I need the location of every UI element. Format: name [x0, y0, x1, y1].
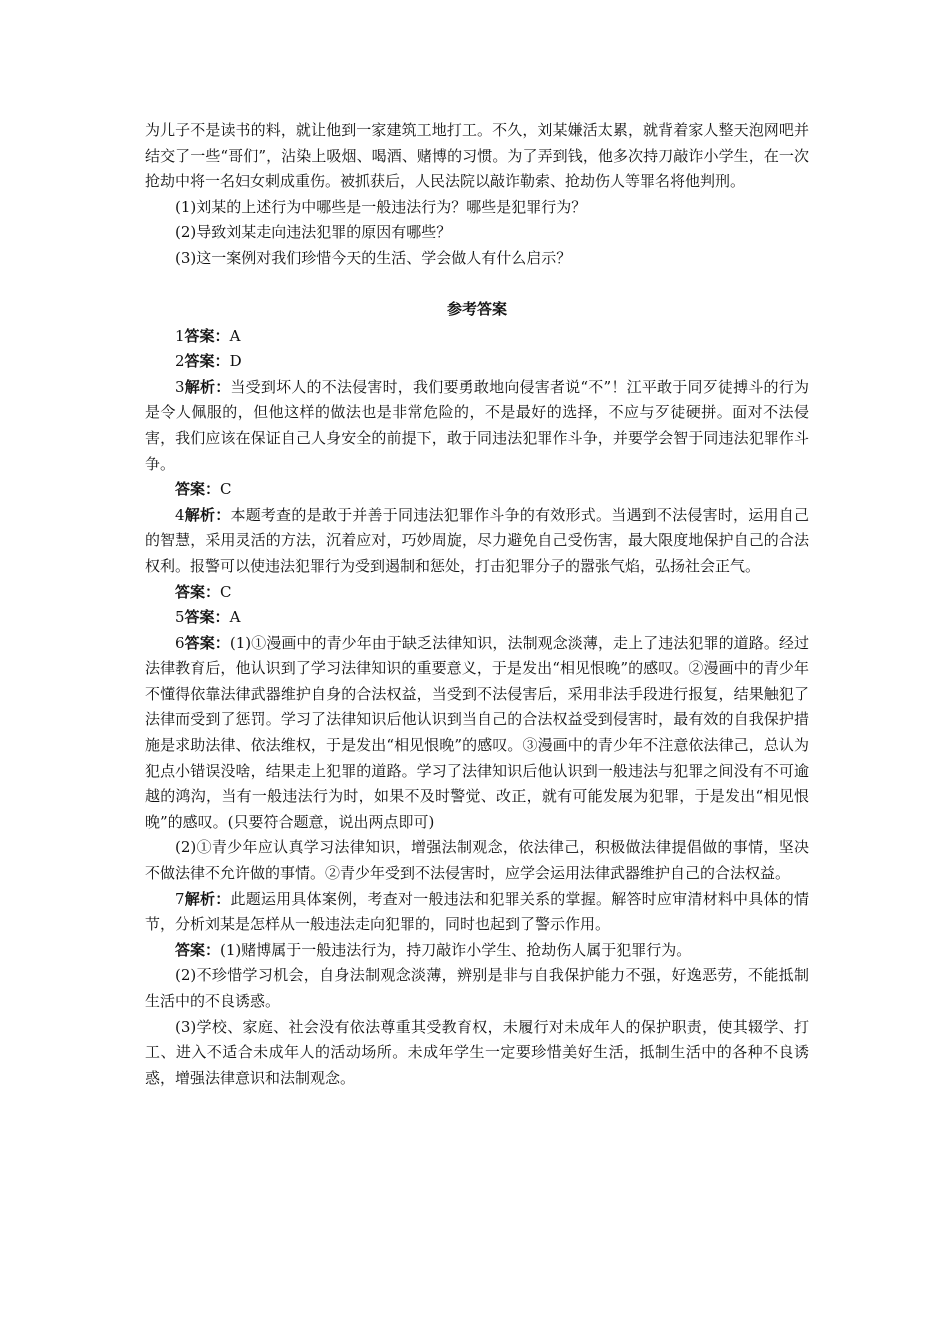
answer-number: 3: [175, 377, 185, 396]
answer-label: 答案：: [175, 582, 221, 601]
answer-1: [145, 324, 809, 350]
answer-text: A: [229, 608, 241, 627]
answer-label: 答案：: [184, 608, 230, 627]
answer-7-part-3: (3)学校、家庭、社会没有依法尊重其受教育权，未履行对未成年人的保护职责，使其辍学、打工、进入不适合未成年人的活动场所。未成年学生一定要珍惜美好生活，抵制生活中的各种不良诱惑，增强法律意识和法制观念。: [145, 1017, 809, 1087]
answer-label: 答案：: [175, 940, 221, 959]
answer-label: 答案：: [184, 326, 230, 345]
answer-label: 答案：: [175, 480, 221, 499]
answer-number: 2: [175, 352, 185, 371]
document-page: [145, 118, 809, 1091]
analysis-label: 解析：: [184, 505, 231, 524]
answer-6-part-1: [145, 631, 809, 836]
answer-3-answer: [145, 477, 809, 503]
answer-7-part-2: (2)不珍惜学习机会，自身法制观念淡薄，辨别是非与自我保护能力不强，好逸恶劳，不能抵制生活中的不良诱惑。: [145, 966, 809, 1010]
answer-7-analysis: [145, 887, 809, 938]
case-material-text: 为儿子不是读书的料，就让他到一家建筑工地打工。不久，刘某嫌活太累，就背着家人整天泡网吧并结交了一些“哥们”，沾染上吸烟、喝酒、赌博的习惯。为了弄到钱，他多次持刀敲诈小学生，在一次抢劫中将一名妇女刺成重伤。被抓获后，人民法院以敲诈勒索、抢劫伤人等罪名将他判刑。: [145, 121, 809, 191]
analysis-label: 解析：: [184, 377, 231, 396]
question-1: (1)刘某的上述行为中哪些是一般违法行为？哪些是犯罪行为？: [175, 197, 587, 216]
answer-text: D: [229, 352, 242, 371]
answer-2: [145, 349, 809, 375]
answer-text: (1)①漫画中的青少年由于缺乏法律知识，法制观念淡薄，走上了违法犯罪的道路。经过法律教育后，他认识到了学习法律知识的重要意义，于是发出“相见恨晚”的感叹。②漫画中的青少年不懂得依靠法律武器维护自身的合法权益，当受到不法侵害后，采用非法手段进行报复，结果触犯了法律而受到了惩罚。学习了法律知识后他认识到当自己的合法权益受到侵害时，最有效的自我保护措施是求助法律、依法维权，于是发出“相见恨晚”的感叹。③漫画中的青少年不注意依法律己，总认为犯点小错误没啥，结果走上犯罪的道路。学习了法律知识后他认识到一般违法与犯罪之间没有不可逾越的鸿沟，当有一般违法行为时，如果不及时警觉、改正，就有可能发展为犯罪，于是发出“相见恨晚”的感叹。(只要符合题意，说出两点即可): [145, 633, 809, 831]
question-2: (2)导致刘某走向违法犯罪的原因有哪些？: [175, 223, 452, 242]
answer-5: [145, 605, 809, 631]
answer-4-analysis: [145, 503, 809, 580]
question-3: (3)这一案例对我们珍惜今天的生活、学会做人有什么启示？: [175, 248, 572, 267]
answer-7-part-1: [145, 938, 809, 964]
answer-number: 7: [175, 889, 185, 908]
analysis-text: 此题运用具体案例，考查对一般违法和犯罪关系的掌握。解答时应审清材料中具体的情节，分析刘某是怎样从一般违法走向犯罪的，同时也起到了警示作用。: [145, 889, 809, 934]
answer-text: (1)赌博属于一般违法行为，持刀敲诈小学生、抢劫伤人属于犯罪行为。: [220, 940, 692, 959]
answer-3-analysis: [145, 375, 809, 477]
answer-number: 5: [175, 608, 185, 627]
answer-section-heading: 参考答案: [446, 299, 507, 318]
analysis-text: 当受到坏人的不法侵害时，我们要勇敢地向侵害者说“不”！江平敢于同歹徒搏斗的行为是令人佩服的，但他这样的做法也是非常危险的，不是最好的选择，不应与歹徒硬拼。面对不法侵害，我们应该在保证自己人身安全的前提下，敢于同违法犯罪作斗争，并要学会智于同违法犯罪作斗争。: [145, 377, 809, 473]
answer-label: 答案：: [184, 352, 230, 371]
answer-4-answer: [145, 580, 809, 606]
answer-number: 4: [175, 505, 185, 524]
answer-text: C: [220, 480, 232, 499]
answer-text: A: [229, 326, 241, 345]
answer-number: 6: [175, 633, 185, 652]
answer-text: C: [220, 582, 232, 601]
answer-6-part-2: (2)①青少年应认真学习法律知识，增强法制观念，依法律己，积极做法律提倡做的事情，坚决不做法律不允许做的事情。②青少年受到不法侵害时，应学会运用法律武器维护自己的合法权益。: [145, 838, 809, 883]
analysis-label: 解析：: [184, 889, 231, 908]
answer-label: 答案：: [184, 633, 230, 652]
analysis-text: 本题考查的是敢于并善于同违法犯罪作斗争的有效形式。当遇到不法侵害时，运用自己的智慧，采用灵活的方法，沉着应对，巧妙周旋，尽力避免自己受伤害，最大限度地保护自己的合法权利。报警可以使违法犯罪行为受到遏制和惩处，打击犯罪分子的嚣张气焰，弘扬社会正气。: [145, 505, 809, 575]
answer-number: 1: [175, 326, 185, 345]
